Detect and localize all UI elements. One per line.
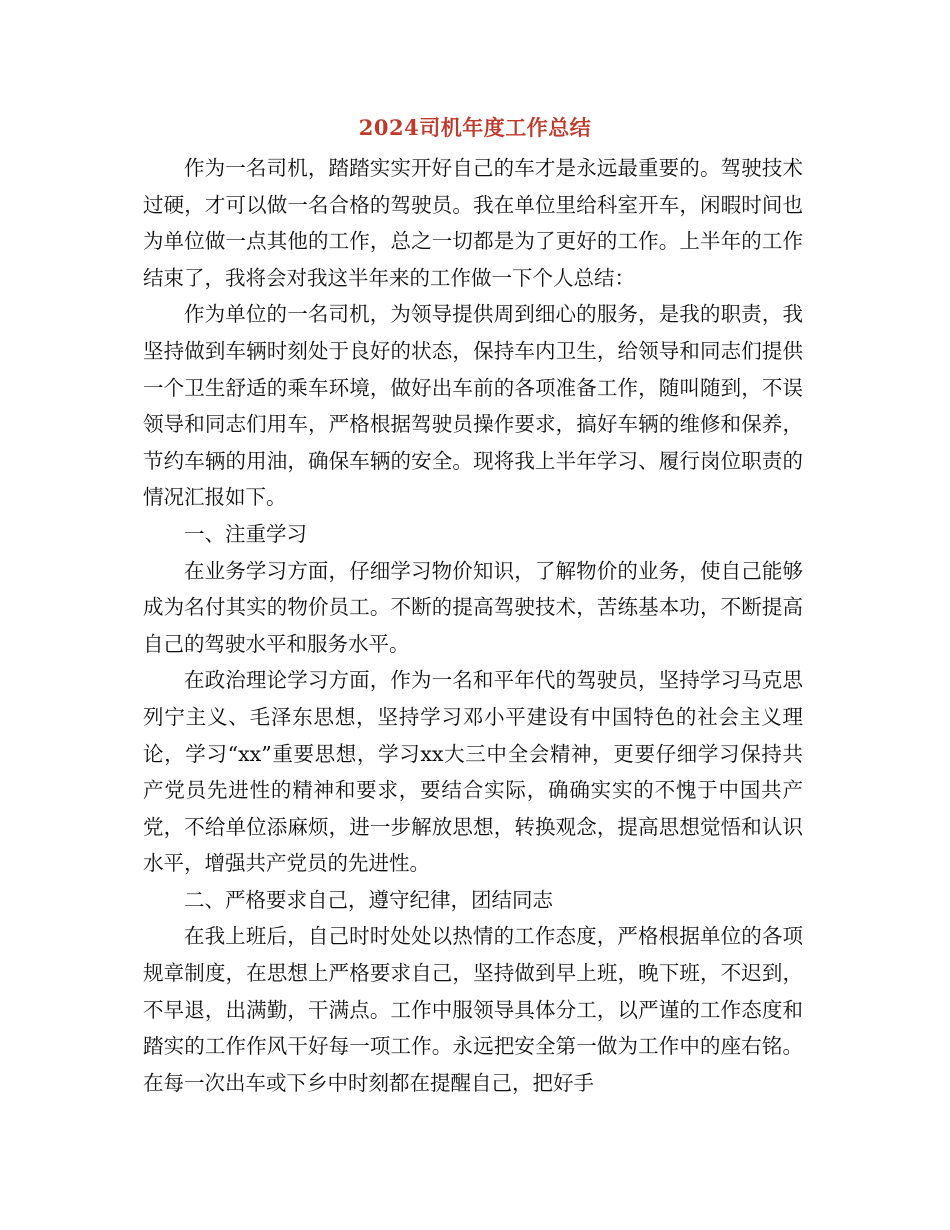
paragraph-discipline: 在我上班后，自己时时处处以热情的工作态度，严格根据单位的各项规章制度，在思想上严格要求自己，坚持做到早上班，晚下班，不迟到，不早退，出满勤，干满点。工作中服领导具体分工，以严谨的工作态度和踏实的工作作风干好每一项工作。永远把安全第一做为工作中的座右铭。在每一次出车或下乡中时刻都在提醒自己，把好手 xyxy=(143,924,803,1095)
paragraph-political-study: 在政治理论学习方面，作为一名和平年代的驾驶员，坚持学习马克思列宁主义、毛泽东思想，坚持学习邓小平建设有中国特色的社会主义理论，学习“xx”重要思想，学习xx大三中全会精神，更要仔细学习保持共产党员先进性的精神和要求，要结合实际，确确实实的不愧于中国共产党，不给单位添麻烦，进一步解放思想，转换观念，提高思想觉悟和认识水平，增强共产党员的先进性。 xyxy=(143,668,803,876)
document-title: 2024司机年度工作总结 xyxy=(358,115,592,140)
section-heading-study: 一、注重学习 xyxy=(184,521,307,546)
paragraph-intro: 作为一名司机，踏踏实实开好自己的车才是永远最重要的。驾驶技术过硬，才可以做一名合格的驾驶员。我在单位里给科室开车，闲暇时间也为单位做一点其他的工作，总之一切都是为了更好的工作。上半年的工作结束了，我将会对我这半年来的工作做一下个人总结： xyxy=(143,156,803,290)
section-heading-discipline: 二、严格要求自己，遵守纪律，团结同志 xyxy=(184,887,553,912)
document-body xyxy=(143,150,803,1101)
paragraph-business-study: 在业务学习方面，仔细学习物价知识，了解物价的业务，使自己能够成为名付其实的物价员工。不断的提高驾驶技术，苦练基本功，不断提高自己的驾驶水平和服务水平。 xyxy=(143,558,803,656)
paragraph-duties: 作为单位的一名司机，为领导提供周到细心的服务，是我的职责，我坚持做到车辆时刻处于良好的状态，保持车内卫生，给领导和同志们提供一个卫生舒适的乘车环境，做好出车前的各项准备工作，随叫随到，不误领导和同志们用车，严格根据驾驶员操作要求，搞好车辆的维修和保养，节约车辆的用油，确保车辆的安全。现将我上半年学习、履行岗位职责的情况汇报如下。 xyxy=(143,302,803,510)
